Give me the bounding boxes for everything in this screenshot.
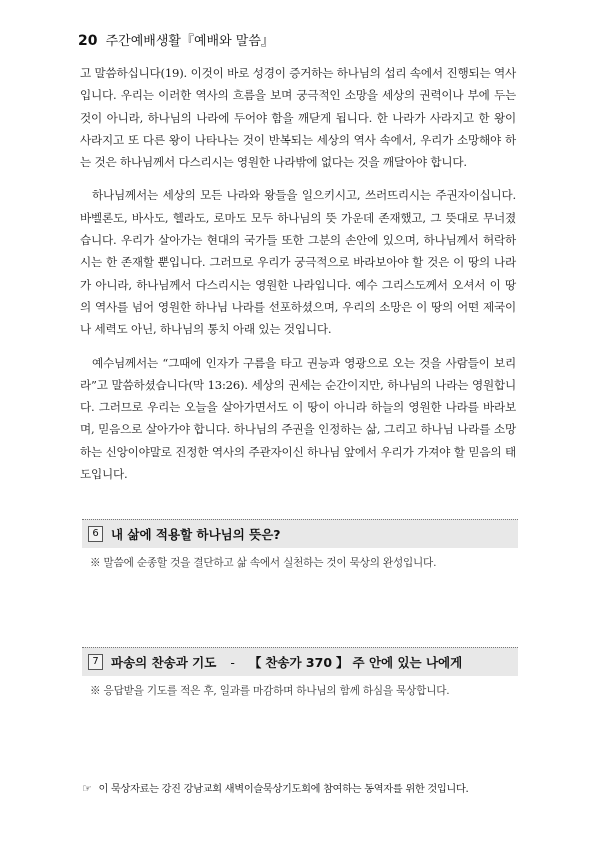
page-number: 20 bbox=[78, 33, 98, 49]
section-hymn bbox=[82, 647, 518, 698]
page-header bbox=[78, 30, 274, 49]
section-hymn-title: 파송의 찬송과 기도 bbox=[111, 655, 217, 670]
hymn-number: 찬송가 370 bbox=[265, 655, 333, 670]
section-apply-note: ※ 말씀에 순종할 것을 결단하고 삶 속에서 실천하는 것이 묵상의 완성입니다. bbox=[90, 557, 437, 569]
publication-title: 주간예배생활『예배와 말씀』 bbox=[105, 34, 274, 49]
footer bbox=[82, 780, 468, 795]
paragraph-3: 예수님께서는 “그때에 인자가 구름을 타고 권능과 영광으로 오는 것을 사람들이 보리라”고 말씀하셨습니다(막 13:26). 세상의 권세는 순간이지만, 하나님의 나라는 영원합니다. 그러므로 우리는 오늘을 살아가면서도 이 땅이 아니라 하늘의 영원한 나라를 바라보며, 믿음으로 살아가야 합니다. 하나님의 주권을 인정하는 삶, 그리고 하나님 나라를 소망하는 신앙이야말로 진정한 역사의 주관자이신 하나님 앞에서 우리가 가져야 할 믿음의 태도입니다. bbox=[80, 355, 516, 482]
sermon-body bbox=[80, 62, 516, 496]
close-bracket: 】 bbox=[336, 655, 349, 670]
pointing-hand-icon: ☞ bbox=[82, 782, 92, 795]
section-apply-bar bbox=[82, 519, 518, 548]
section-apply-title: 내 삶에 적용할 하나님의 뜻은? bbox=[111, 527, 281, 542]
hymn-title: 주 안에 있는 나에게 bbox=[352, 655, 463, 670]
paragraph-2: 하나님께서는 세상의 모든 나라와 왕들을 일으키시고, 쓰러뜨리시는 주권자이십니다. 바벨론도, 바사도, 헬라도, 로마도 모두 하나님의 뜻 가운데 존재했고, 그 뜻대로 무너졌습니다. 우리가 살아가는 현대의 국가들 또한 그분의 손안에 있으며, 하나님께서 허락하시는 한 존재할 뿐입니다. 그러므로 우리가 궁극적으로 바라보아야 할 것은 이 땅의 나라가 아니라, 하나님께서 다스리시는 영원한 나라입니다. 예수 그리스도께서 오셔서 이 땅의 역사를 넘어 영원한 하나님 나라를 선포하셨으며, 우리의 소망은 이 땅의 어떤 제국이나 세력도 아닌, 하나님의 통치 아래 있는 것입니다. bbox=[80, 188, 516, 337]
section-number-6: 6 bbox=[88, 526, 103, 542]
separator-dash: - bbox=[230, 654, 235, 670]
section-hymn-note: ※ 응답받을 기도를 적은 후, 일과를 마감하며 하나님의 함께 하심을 묵상합니다. bbox=[90, 685, 450, 697]
open-bracket: 【 bbox=[248, 655, 262, 670]
footer-text: 이 묵상자료는 강진 강남교회 새벽이슬묵상기도회에 참여하는 동역자를 위한 것입니다. bbox=[98, 784, 469, 795]
section-number-7: 7 bbox=[88, 654, 103, 670]
section-apply bbox=[82, 519, 518, 570]
paragraph-1: 고 말씀하십니다(19). 이것이 바로 성경이 증거하는 하나님의 섭리 속에서 진행되는 역사입니다. 우리는 이러한 역사의 흐름을 보며 궁극적인 소망을 세상의 권력이나 부에 두는 것이 아니라, 하나님의 나라에 두어야 함을 깨닫게 됩니다. 한 나라가 사라지고 한 왕이 사라지고 또 다른 왕이 나타나는 것이 반복되는 세상의 역사 속에서, 우리가 소망해야 하는 것은 하나님께서 다스리시는 영원한 나라밖에 없다는 것을 깨달아야 합니다. bbox=[80, 66, 516, 170]
section-hymn-bar bbox=[82, 647, 518, 676]
